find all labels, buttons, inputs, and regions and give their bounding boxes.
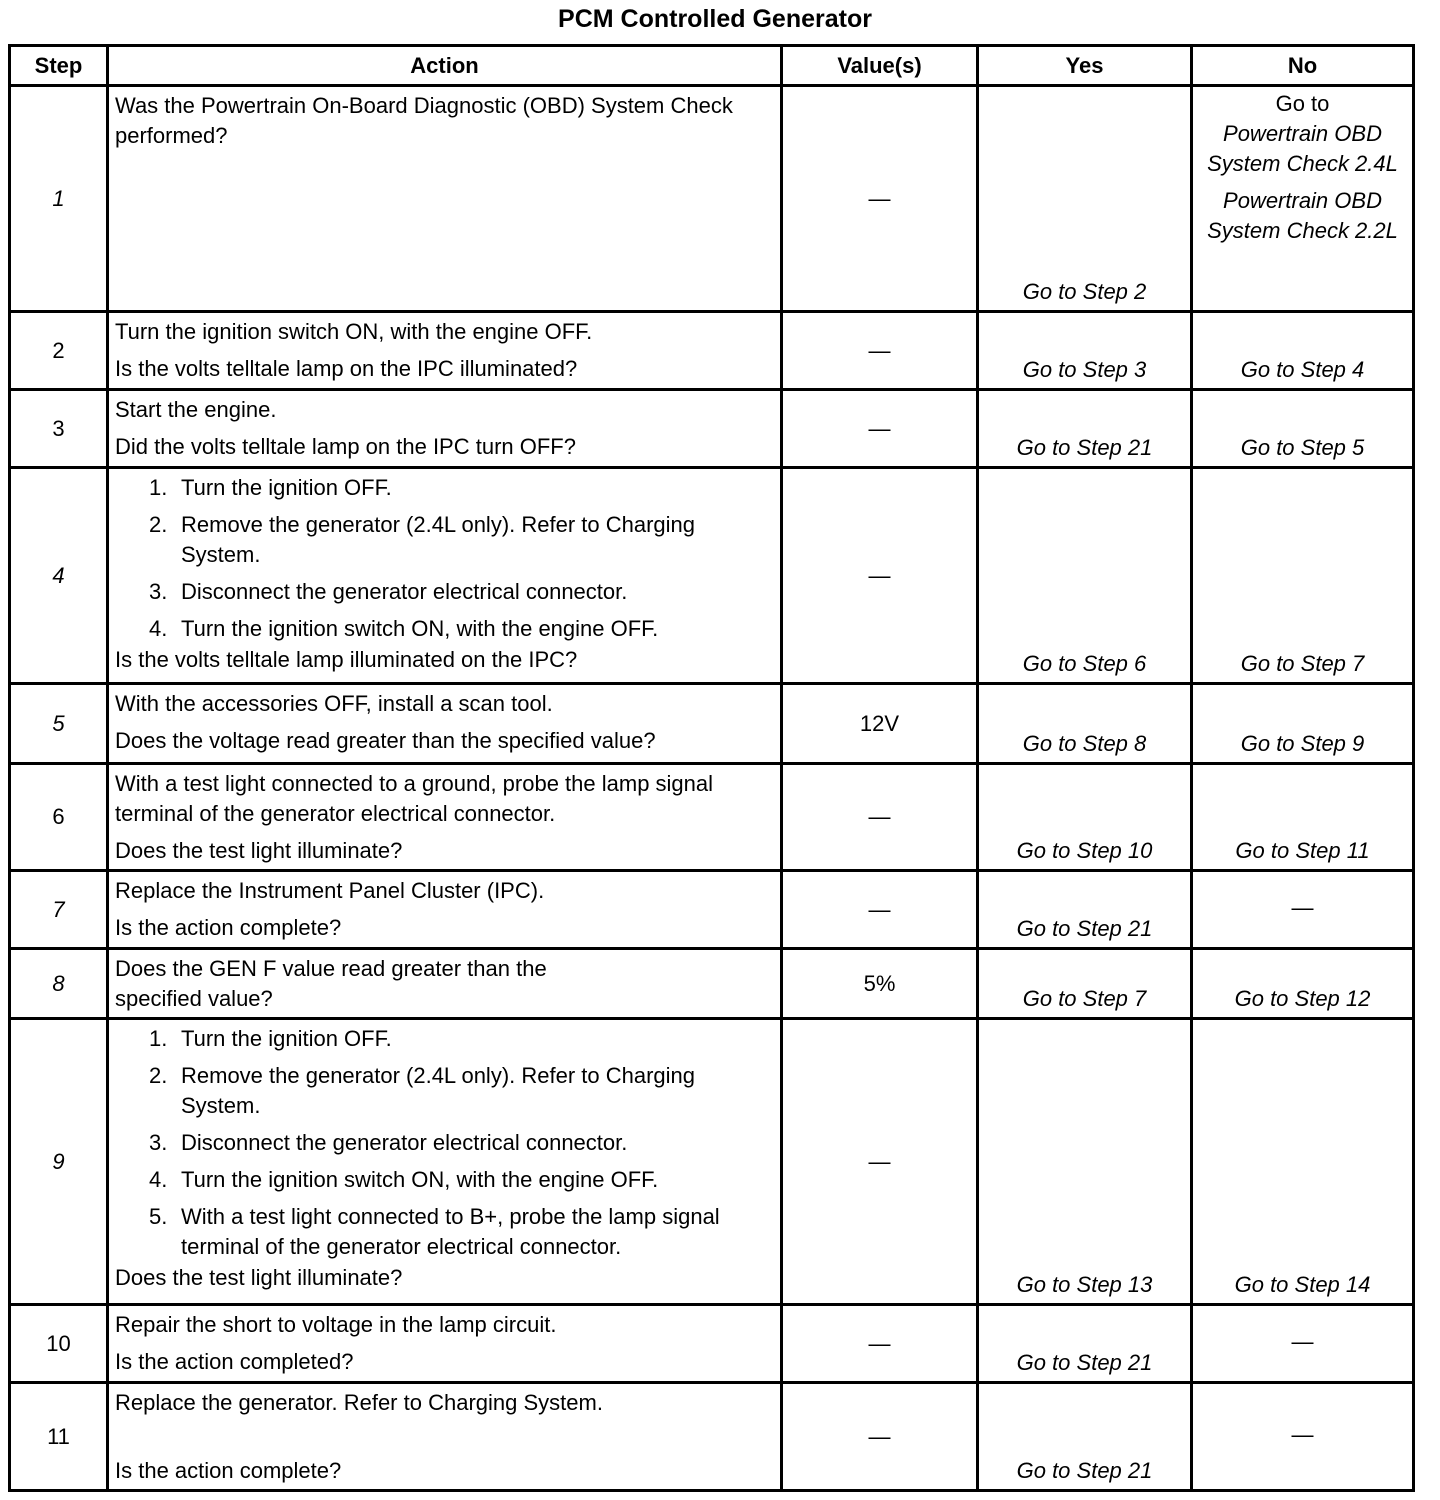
yes-cell: Go to Step 7 — [978, 949, 1192, 1019]
step-number: 1 — [10, 86, 108, 312]
action-question: Is the volts telltale lamp illuminated on the IPC? — [115, 647, 578, 672]
page-title: PCM Controlled Generator — [558, 5, 872, 33]
value-cell: — — [782, 390, 978, 468]
yes-cell: Go to Step 21 — [978, 1383, 1192, 1491]
header-no: No — [1192, 46, 1414, 86]
step-number: 11 — [10, 1383, 108, 1491]
no-cell: Go to Step 14 — [1192, 1019, 1414, 1305]
action-question: Did the volts telltale lamp on the IPC turn OFF? — [115, 434, 576, 459]
action-question: Does the test light illuminate? — [115, 838, 403, 863]
yes-cell: Go to Step 21 — [978, 1305, 1192, 1383]
no-cell: Go to Step 7 — [1192, 468, 1414, 684]
table-row — [10, 764, 1414, 871]
no-cell: Go to Step 4 — [1192, 312, 1414, 390]
action-steps-list — [149, 473, 774, 644]
yes-cell: Go to Step 21 — [978, 390, 1192, 468]
action-cell — [108, 468, 782, 684]
action-question: Does the voltage read greater than the specified value? — [115, 728, 656, 753]
no-cell: Go to Step 9 — [1192, 684, 1414, 764]
list-item: 1. Turn the ignition OFF. — [149, 1026, 392, 1051]
no-link-22l: Powertrain OBD System Check 2.2L — [1207, 188, 1398, 243]
yes-cell: Go to Step 10 — [978, 764, 1192, 871]
yes-cell: Go to Step 3 — [978, 312, 1192, 390]
action-question: Does the GEN F value read greater than the specified value? — [115, 956, 547, 1011]
list-item: 5. With a test light connected to B+, probe the lamp signal terminal of the generator electrical connector. — [149, 1204, 720, 1259]
no-cell: — — [1192, 1305, 1414, 1383]
yes-cell: Go to Step 2 — [978, 86, 1192, 312]
action-text: Turn the ignition switch ON, with the engine OFF. — [115, 319, 593, 344]
header-yes: Yes — [978, 46, 1192, 86]
yes-cell: Go to Step 21 — [978, 871, 1192, 949]
table-row — [10, 468, 1414, 684]
value-cell: — — [782, 1383, 978, 1491]
step-number: 5 — [10, 684, 108, 764]
step-number: 4 — [10, 468, 108, 684]
action-text: Repair the short to voltage in the lamp circuit. — [115, 1312, 557, 1337]
action-cell — [108, 312, 782, 390]
step-number: 6 — [10, 764, 108, 871]
no-cell — [1192, 86, 1414, 312]
yes-cell: Go to Step 8 — [978, 684, 1192, 764]
action-text: Replace the generator. Refer to Charging System. — [115, 1390, 603, 1415]
yes-cell: Go to Step 13 — [978, 1019, 1192, 1305]
step-number: 3 — [10, 390, 108, 468]
action-cell — [108, 684, 782, 764]
list-item: 3. Disconnect the generator electrical connector. — [149, 579, 628, 604]
action-text: With a test light connected to a ground, probe the lamp signal terminal of the generator electrical connector. — [115, 771, 714, 826]
action-cell — [108, 86, 782, 312]
table-row — [10, 949, 1414, 1019]
header-values: Value(s) — [782, 46, 978, 86]
no-cell: Go to Step 12 — [1192, 949, 1414, 1019]
action-cell — [108, 1019, 782, 1305]
table-row — [10, 390, 1414, 468]
table-row — [10, 684, 1414, 764]
action-text: Replace the Instrument Panel Cluster (IPC). — [115, 878, 545, 903]
value-cell: 5% — [782, 949, 978, 1019]
value-cell: — — [782, 468, 978, 684]
no-prefix: Go to — [1275, 91, 1330, 116]
table-row — [10, 1383, 1414, 1491]
action-question: Does the test light illuminate? — [115, 1265, 403, 1290]
no-cell: Go to Step 11 — [1192, 764, 1414, 871]
action-question: Is the action complete? — [115, 1458, 342, 1483]
list-item: 4. Turn the ignition switch ON, with the engine OFF. — [149, 1167, 659, 1192]
action-steps-list — [149, 1024, 774, 1262]
list-item: 1. Turn the ignition OFF. — [149, 475, 392, 500]
value-cell: — — [782, 1019, 978, 1305]
action-cell — [108, 1305, 782, 1383]
action-question: Is the action completed? — [115, 1349, 354, 1374]
no-link-24l: Powertrain OBD System Check 2.4L — [1207, 121, 1398, 176]
action-text: Start the engine. — [115, 397, 277, 422]
table-row — [10, 1305, 1414, 1383]
value-cell: — — [782, 1305, 978, 1383]
yes-cell: Go to Step 6 — [978, 468, 1192, 684]
table-row — [10, 86, 1414, 312]
list-item: 2. Remove the generator (2.4L only). Refer to Charging System. — [149, 1063, 696, 1118]
action-cell — [108, 949, 782, 1019]
table-row — [10, 1019, 1414, 1305]
action-cell — [108, 871, 782, 949]
list-item: 3. Disconnect the generator electrical connector. — [149, 1130, 628, 1155]
step-number: 8 — [10, 949, 108, 1019]
step-number: 9 — [10, 1019, 108, 1305]
step-number: 10 — [10, 1305, 108, 1383]
action-text: Was the Powertrain On-Board Diagnostic (OBD) System Check performed? — [115, 93, 733, 148]
table-row — [10, 312, 1414, 390]
action-question: Is the action complete? — [115, 915, 342, 940]
value-cell: — — [782, 86, 978, 312]
no-cell: Go to Step 5 — [1192, 390, 1414, 468]
value-cell: — — [782, 764, 978, 871]
action-cell — [108, 390, 782, 468]
action-cell — [108, 764, 782, 871]
diagnostic-table — [8, 44, 1415, 1492]
step-number: 7 — [10, 871, 108, 949]
action-cell — [108, 1383, 782, 1491]
value-cell: — — [782, 312, 978, 390]
no-cell: — — [1192, 871, 1414, 949]
no-cell: — — [1192, 1383, 1414, 1491]
action-text: With the accessories OFF, install a scan tool. — [115, 691, 553, 716]
step-number: 2 — [10, 312, 108, 390]
header-row — [10, 46, 1414, 86]
action-question: Is the volts telltale lamp on the IPC illuminated? — [115, 356, 578, 381]
header-step: Step — [10, 46, 108, 86]
table-row — [10, 871, 1414, 949]
value-cell: 12V — [782, 684, 978, 764]
list-item: 4. Turn the ignition switch ON, with the engine OFF. — [149, 616, 659, 641]
list-item: 2. Remove the generator (2.4L only). Refer to Charging System. — [149, 512, 696, 567]
value-cell: — — [782, 871, 978, 949]
header-action: Action — [108, 46, 782, 86]
